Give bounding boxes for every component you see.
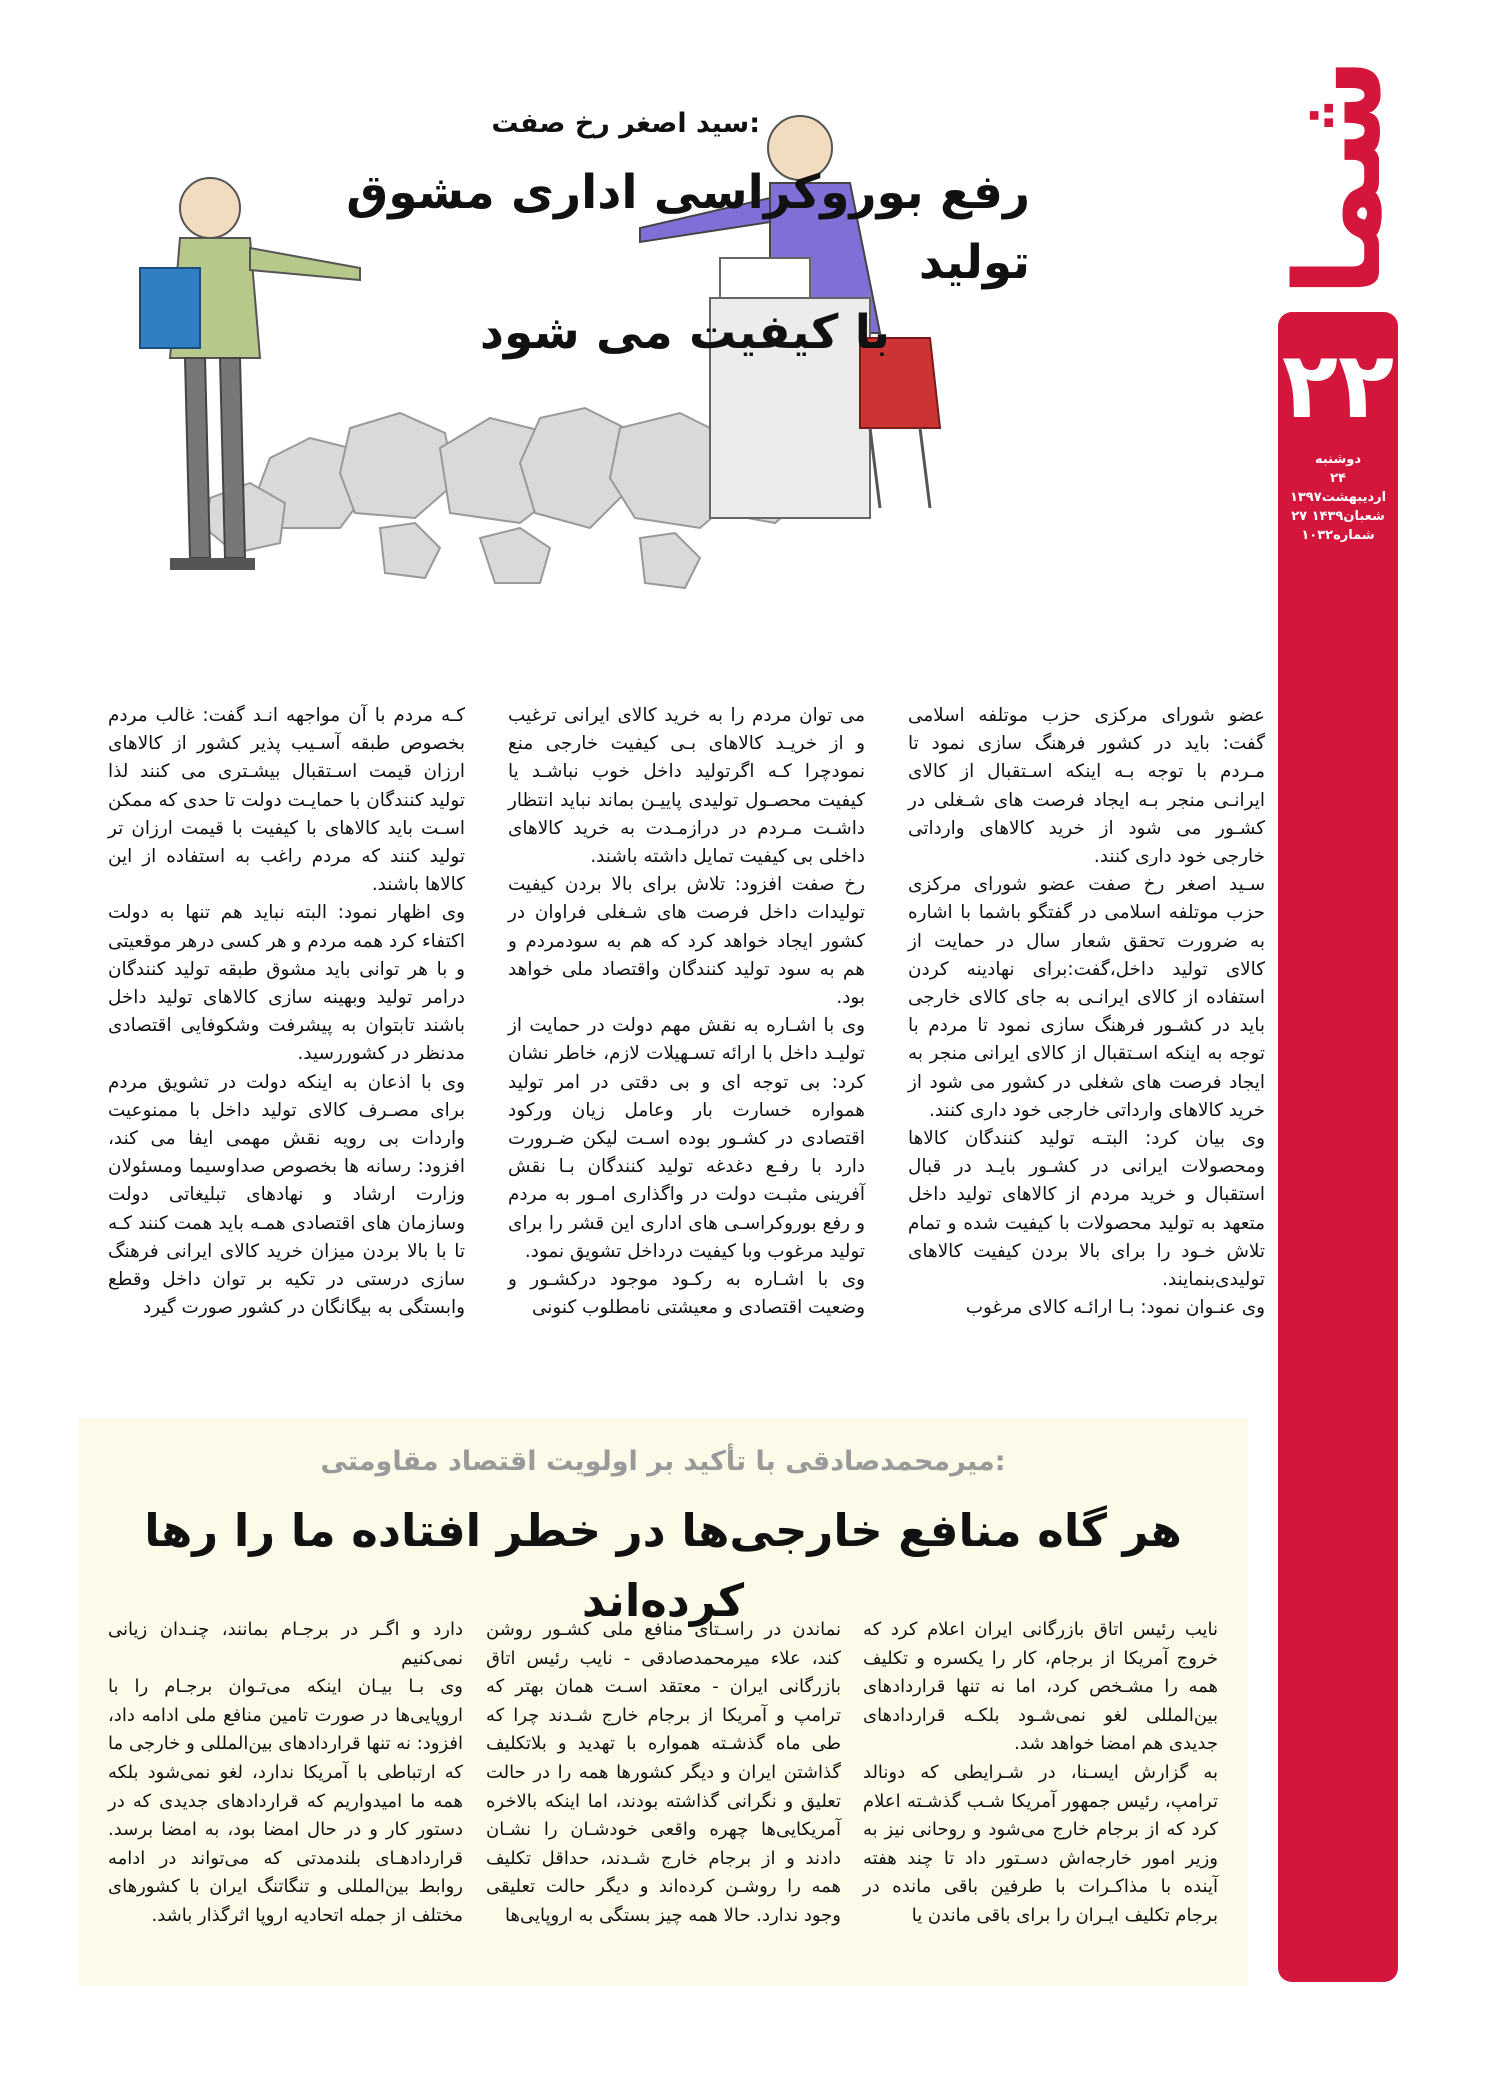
article1-body: [108, 702, 1278, 1392]
issue-date-solar: ۲۴ اردیبهشت۱۳۹۷: [1289, 471, 1387, 505]
page-number: ۲۲: [1281, 332, 1395, 439]
article2-kicker: میرمحمدصادقی با تأکید بر اولویت اقتصاد مقاومتی:: [320, 1446, 1006, 1477]
article2-body: [108, 1616, 1278, 1976]
issue-meta: [1284, 450, 1392, 545]
article1-column-2: می توان مردم را به خرید کالای ایرانی ترغیب و از خریـد کالاهای بـی کیفیت خارجی منع نمودچرا کـه اگرتولید داخل خوب نباشـد یا کیفیت محصـول تولیدی پاییـن بماند نباید انتظار داشـت مـردم در درازمـدت به خرید کالاهای داخلی بی کیفیت تمایل داشته باشند. رخ صفت افزود: تلاش برای بالا بردن کیفیت تولیدات داخل فرصت های شـغلی فراوان در کشور ایجاد خواهد کرد که هم به سودمردم و هم به سود تولید کنندگان واقتصاد ملی خواهد بود. وی با اشـاره به نقش مهم دولت در حمایت از تولیـد داخل با ارائه تسـهیلات لازم، خاطر نشان کرد: بی توجه ای و بی دقتی در امر تولید همواره خسارت بار وعامل زیان ورکود اقتصادی در کشـور بوده اسـت لیکن ضـرورت دارد با رفـع دغدغه تولید کنندگان بـا نقش آفرینی مثبـت دولت در واگذاری امـور به مردم و رفع بوروکراسـی های اداری این قشر را برای تولید مرغوب وبا کیفیت درداخل تشویق نمود. وی با اشـاره به رکـود موجود درکشـور و وضعیت اقتصادی و معیشتی نامطلوب کنونی: [508, 705, 865, 1319]
issue-date-lunar: ۲۷ شعبان۱۴۳۹: [1291, 509, 1385, 524]
article1-headline-line2: با کیفیت می شود: [479, 305, 890, 360]
newspaper-logo: شما: [1269, 57, 1407, 297]
article1-headline-line1: رفع بوروکراسی اداری مشوق تولید: [346, 165, 1030, 290]
article2-headline: هر گاه منافع خارجی‌ها در خطر افتاده ما را رها کرده‌اند: [144, 1504, 1182, 1627]
article1-column-3: کـه مردم با آن مواجهه انـد گفت: غالب مردم بخصوص طبقه آسـیب پذیر کشور از کالاهای ارزان قیمت اسـتقبال بیشـتری می کنند لذا تولید کنندگان با حمایـت دولت تا حدی که ممکن اسـت باید کالاهای با کیفیت با قیمت ارزان تر تولید کنند که مردم راغب به استفاده از این کالاها باشند. وی اظهار نمود: البته نباید هم تنها به دولت اکتفاء کرد همه مردم و هر کسی درهر موقعیتی و با هر توانی باید مشوق طبقه تولید کنندگان درامر تولید وبهینه سازی کالاهای تولید داخل باشند تابتوان به پیشرفت وشکوفایی اقتصادی مدنظر در کشوررسید. وی با اذعان به اینکه دولت در تشویق مردم برای مصـرف کالای تولید داخل با ممنوعیت واردات بی رویه نقش مهمی ایفا می کند، افزود: رسانه ها بخصوص صداوسیما ومسئولان وزارت ارشاد و نهادهای تبلیغاتی دولت وسازمان های اقتصادی همـه باید همت کنند کـه تا با بالا بردن میزان خرید کالای ایرانی فرهنگ سازی درستی در تکیه بر توان داخل وقطع وابستگی به بیگانگان در کشور صورت گیرد: [108, 705, 465, 1319]
article2-column-3: دارد و اگـر در برجـام بمانند، چنـدان زیانی نمی‌کنیم وی بـا بیـان اینکه می‌تـوان برجـام را با اروپایی‌ها در صورت تامین منافع ملی ادامه داد، افزود: نه تنها قراردادهای بین‌المللی و خارجی ما که ارتباطی با آمریکا ندارد، لغو نمی‌شود بلکه همه ما امیدواریم که قراردادهای جدیدی که در دستور کار و در حال امضا بود، به امضا برسد. قراردادهـای بلندمدتی که می‌تواند در ادامه روابط بین‌المللی و تنگاتنگ ایران با کشورهای مختلف از جمله اتحادیه اروپا اثرگذار باشد.: [108, 1619, 463, 1926]
article1-headline: [230, 158, 1030, 368]
article2-box: [78, 1418, 1248, 1986]
article2-column-2: نماندن در راسـتای منافع ملی کشـور روشن کند، علاء میرمحمدصادقی - نایب رئیس اتاق بازرگانی ایران - معتقد اسـت همان بهتر که ترامپ و آمریکا از برجام خارج شـدند چرا که طی ماه گذشـته همواره با تهدید و بلاتکلیف گذاشتن ایران و دیگر کشورها همه را در حالت تعلیق و نگرانی گذاشته بودند، اما اینکه بالاخره آمریکایی‌ها چهره واقعی خودشـان را نشـان دادند و از برجام خارج شـدند، حداقل تکلیف همه را روشـن کرده‌اند و دیگر حالت تعلیقی وجود ندارد. حالا همه چیز بستگی به اروپایی‌ها: [486, 1619, 841, 1926]
issue-sidebar: [1278, 312, 1398, 1982]
article1-column-1: عضو شورای مرکزی حزب موتلفه اسلامی گفت: باید در کشور فرهنگ سازی نمود تا مـردم با توجه بـه اینکه اسـتقبال از کالای ایرانـی منجر بـه ایجاد فرصت های شـغلی در کشـور می شود از خرید کالاهای وارداتی خارجی خود داری کنند. سـید اصغر رخ صفت عضو شورای مرکزی حزب موتلفه اسلامی در گفتگو باشما با اشاره به ضرورت تحقق شعار سال در حمایت از کالای تولید داخل،گفت:برای نهادینه کردن استفاده از کالای ایرانـی به جای کالای خارجی باید در کشـور فرهنگ سازی نمود تا مردم با توجه به اینکه اسـتقبال از کالای ایرانی منجر به ایجاد فرصت های شغلی در کشور می شود از خرید کالاهای وارداتی خارجی خود داری کنند. وی بیان کرد: البتـه تولید کنندگان کالاها ومحصولات ایرانی در کشـور بایـد در قبال استقبال و خرید مردم از کالاهای تولید داخل متعهد به تولید محصولات با کیفیت شده و تمام تلاش خـود را برای بالا بردن کیفیت کالاهای تولیدی‌بنمایند. وی عنـوان نمود: بـا ارائـه کالای مرغوب: [908, 705, 1265, 1319]
issue-day: دوشنبه: [1314, 452, 1362, 467]
masthead: [1268, 57, 1408, 318]
issue-number-label: شماره۱۰۳۲: [1301, 528, 1375, 543]
article1-kicker: سید اصغر رخ صفت:: [491, 108, 760, 139]
article2-column-1: نایب رئیس اتاق بازرگانی ایران اعلام کرد که خروج آمریکا از برجام، کار را یکسره و تکلیف همه را مشـخص کرد، اما نه تنها قراردادهای بین‌المللی لغو نمی‌شـود بلکـه قراردادهای جدیدی هم امضا خواهد شد. به گزارش ایسـنا، در شـرایطی که دونالد ترامپ، رئیس جمهور آمریکا شـب گذشـته اعلام کرد که از برجام خارج می‌شود و روحانی نیز به وزیر امور خارجه‌اش دسـتور داد تا چند هفته آینده با مذاکـرات با طرفین باقی مانده در برجام تکلیف ایـران را برای باقی ماندن یا: [863, 1619, 1218, 1926]
